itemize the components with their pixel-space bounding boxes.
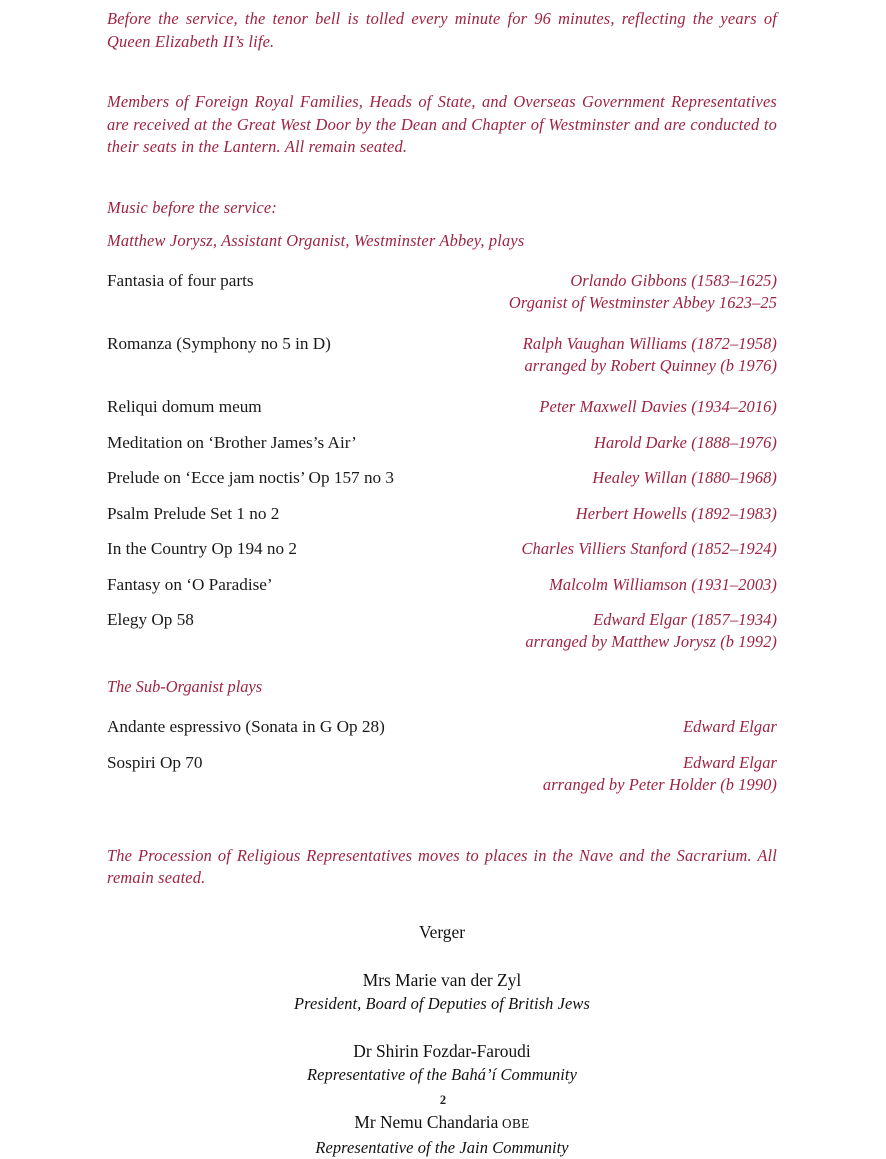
piece-title: Meditation on ‘Brother James’s Air’ [107, 432, 357, 452]
person-postnominal [498, 1116, 529, 1131]
verger-label: Verger [418, 921, 466, 942]
spacer [107, 53, 777, 91]
attribution-line: Harold Darke (1888–1976) [594, 432, 777, 452]
music-item [107, 752, 777, 797]
piece-attribution [347, 752, 777, 797]
attribution-line: Ralph Vaughan Williams (1872–1958) [522, 334, 777, 354]
attribution-line: arranged by Peter Holder (b 1990) [542, 774, 777, 794]
piece-title: Romanza (Symphony no 5 in D) [107, 334, 331, 354]
music-item [107, 609, 777, 654]
person-name: Mrs Marie van der Zyl [362, 969, 522, 990]
sub-organist-music-list [107, 716, 777, 797]
attribution-line: arranged by Robert Quinney (b 1976) [524, 356, 777, 376]
person-name [107, 1110, 777, 1136]
music-item [107, 333, 777, 378]
person-entry [107, 1110, 777, 1159]
rubric-tenor-bell: Before the service, the tenor bell is tolled every minute for 96 minutes, reflecting the years of Queen Elizabeth II’s life. [107, 9, 777, 51]
piece-title: In the Country Op 194 no 2 [107, 539, 298, 559]
music-item [107, 432, 777, 455]
music-item [107, 396, 777, 419]
piece-title: Psalm Prelude Set 1 no 2 [107, 503, 280, 523]
rubric-procession: The Procession of Religious Representatives moves to places in the Nave and the Sacrarium. All remain seated. [107, 845, 777, 888]
attribution-line: Charles Villiers Stanford (1852–1924) [521, 539, 777, 559]
music-item [107, 270, 777, 315]
attribution-line: Organist of Westminster Abbey 1623–25 [508, 293, 777, 313]
spacer [107, 890, 777, 920]
rubric-foreign-royals: Members of Foreign Royal Families, Heads of State, and Overseas Government Representatives are received at the Great West Door by the Dean and Chapter of Westminster and are conducted to their seats in the Lantern. All remain seated. [107, 92, 777, 157]
rubric-music-before-service: Music before the service: [107, 197, 278, 217]
attribution-line: Malcolm Williamson (1931–2003) [549, 574, 777, 594]
person-name: Dr Shirin Fozdar-Faroudi [353, 1040, 531, 1061]
attribution-line: Edward Elgar [683, 752, 777, 772]
attribution-line: Herbert Howells (1892–1983) [575, 503, 777, 523]
person-role: President, Board of Deputies of British Jews [294, 993, 590, 1013]
person-name-text: Mr Nemu Chandaria [354, 1111, 499, 1132]
rubric-organist-plays: Matthew Jorysz, Assistant Organist, Westminster Abbey, plays [107, 230, 525, 250]
attribution-line: Orlando Gibbons (1583–1625) [570, 271, 777, 291]
person-role: Representative of the Jain Community [315, 1137, 569, 1157]
attribution-line: arranged by Matthew Jorysz (b 1992) [525, 632, 777, 652]
music-before-service-list [107, 270, 777, 654]
person-entry [107, 968, 777, 1015]
spacer [107, 159, 777, 197]
person-entry [107, 1039, 777, 1086]
rubric-sub-organist-plays: The Sub-Organist plays [107, 677, 263, 697]
piece-attribution [347, 574, 777, 596]
piece-attribution [347, 609, 777, 654]
spacer [107, 220, 777, 230]
attribution-line: Healey Willan (1880–1968) [592, 468, 777, 488]
spacer [107, 252, 777, 270]
piece-attribution [347, 716, 777, 738]
piece-attribution [347, 467, 777, 489]
piece-title: Fantasia of four parts [107, 271, 254, 291]
piece-title: Prelude on ‘Ecce jam noctis’ Op 157 no 3 [107, 468, 395, 488]
attribution-line: Edward Elgar [683, 717, 777, 737]
piece-attribution [347, 270, 777, 315]
postnominal-text: OBE [502, 1115, 530, 1131]
page-content [107, 8, 777, 1159]
music-item [107, 574, 777, 597]
spacer [107, 698, 777, 716]
piece-title: Elegy Op 58 [107, 610, 194, 630]
piece-title: Sospiri Op 70 [107, 752, 203, 772]
page-number: 2 [439, 1093, 447, 1107]
piece-attribution [347, 432, 777, 454]
music-item [107, 716, 777, 739]
procession-people-block [107, 920, 777, 1159]
piece-attribution [347, 396, 777, 418]
piece-title: Reliqui domum meum [107, 397, 262, 417]
piece-title: Andante espressivo (Sonata in G Op 28) [107, 717, 385, 737]
piece-title: Fantasy on ‘O Paradise’ [107, 574, 273, 594]
music-item [107, 503, 777, 526]
attribution-line: Peter Maxwell Davies (1934–2016) [539, 397, 777, 417]
piece-attribution [347, 538, 777, 560]
music-item [107, 467, 777, 490]
spacer [107, 654, 777, 676]
spacer [107, 797, 777, 845]
music-item [107, 538, 777, 561]
person-role: Representative of the Bahá’í Community [307, 1064, 577, 1084]
attribution-line: Edward Elgar (1857–1934) [593, 610, 777, 630]
piece-attribution [347, 503, 777, 525]
piece-attribution [347, 333, 777, 378]
